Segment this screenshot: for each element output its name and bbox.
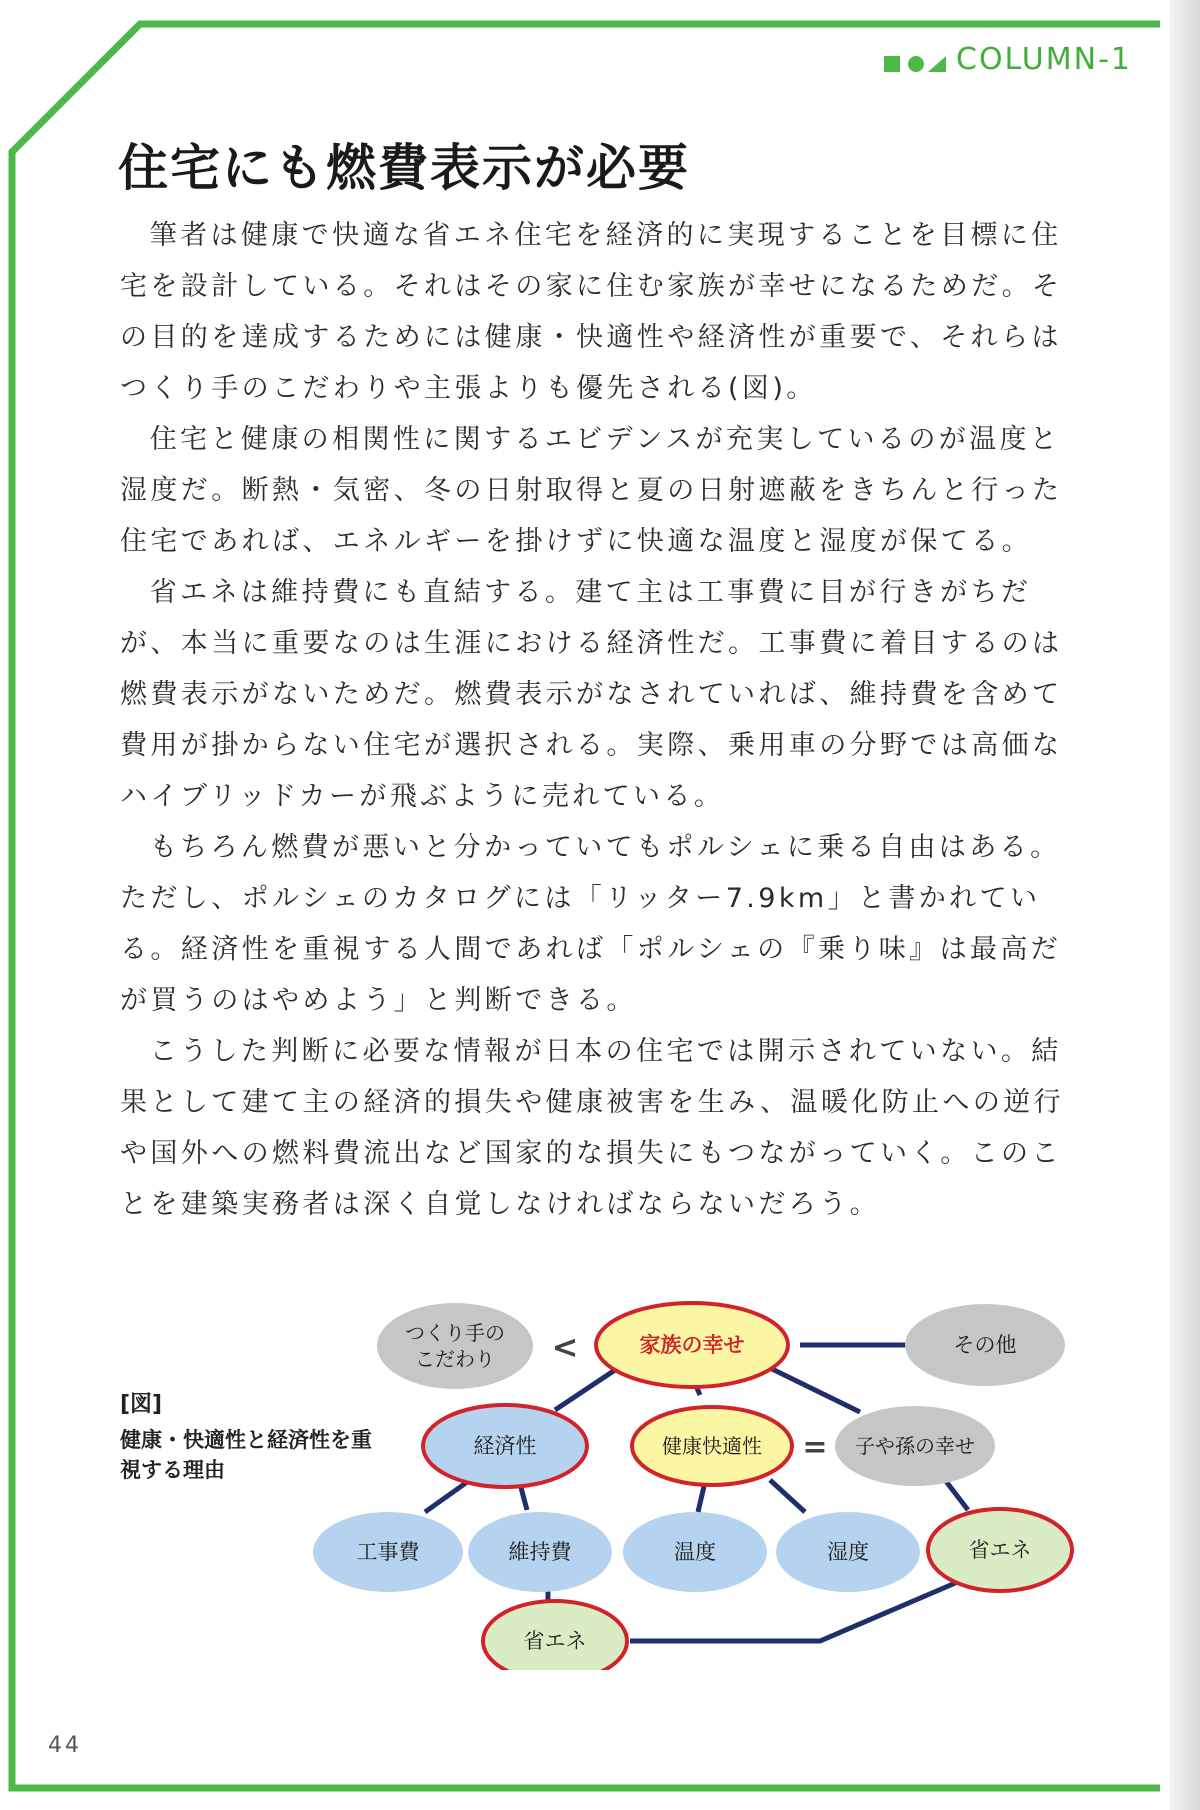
paragraph: もちろん燃費が悪いと分かっていてもポルシェに乗る自由はある。ただし、ポルシェのカタログには「リッター7.9km」と書かれている。経済性を重視する人間であれば「ポルシェの『乗り味』は最高だが買うのはやめよう」と判断できる。 <box>120 832 1062 1016</box>
figure-caption: 健康・快適性と経済性を重視する理由 <box>120 1428 372 1482</box>
paragraph: こうした判断に必要な情報が日本の住宅では開示されていない。結果として建て主の経済的損失や健康被害を生み、温暖化防止への逆行や国外への燃料費流出など国家的な損失にもつながっていく。このことを建築実務者は深く自覚しなければならないだろう。 <box>120 1036 1065 1220</box>
node-craftsman-label-2: こだわり <box>415 1347 495 1371</box>
connector-economy-construction <box>425 1480 470 1512</box>
node-descendants-label: 子や孫の幸せ <box>855 1434 975 1458</box>
node-other-label: その他 <box>953 1333 1017 1357</box>
node-temperature-label: 温度 <box>674 1540 716 1564</box>
diagram-connectors <box>425 1345 968 1641</box>
connector-family-economy <box>555 1370 615 1410</box>
node-humidity-label: 湿度 <box>827 1540 869 1564</box>
node-craftsman-label-1: つくり手の <box>405 1321 505 1345</box>
figure-tag: [図] <box>120 1392 163 1417</box>
page-number: 44 <box>48 1733 82 1758</box>
page-title: 住宅にも燃費表示が必要 <box>118 139 690 197</box>
connector-family-descendants <box>770 1368 860 1412</box>
priority-diagram <box>0 1290 1200 1670</box>
equals-symbol: = <box>802 1430 828 1465</box>
node-construction-cost-label: 工事費 <box>356 1540 420 1564</box>
paragraph: 筆者は健康で快適な省エネ住宅を経済的に実現することを目標に住宅を設計している。それはその家に住む家族が幸せになるためだ。その目的を達成するためには健康・快適性や経済性が重要で、それらはつくり手のこだわりや主張よりも優先される(図)。 <box>120 220 1063 404</box>
node-family-label: 家族の幸せ <box>639 1333 745 1357</box>
node-craftsman <box>377 1303 533 1389</box>
connector-health-humidity <box>770 1480 805 1512</box>
header-shapes-icon <box>884 54 954 74</box>
node-economy-label: 経済性 <box>473 1434 537 1458</box>
paragraph: 住宅と健康の相関性に関するエビデンスが充実しているのが温度と湿度だ。断熱・気密、冬の日射取得と夏の日射遮蔽をきちんと行った住宅であれば、エネルギーを掛けずに快適な温度と湿度が保てる。 <box>120 424 1063 557</box>
connector-descendants-energy <box>945 1480 968 1510</box>
paragraph: 省エネは維持費にも直結する。建て主は工事費に目が行きがちだが、本当に重要なのは生涯における経済性だ。工事費に着目するのは燃費表示がないためだ。燃費表示がなされていれば、維持費を含めて費用が掛からない住宅が選択される。実際、乗用車の分野では高価なハイブリッドカーが飛ぶように売れている。 <box>120 577 1063 812</box>
less-than-symbol: < <box>551 1328 579 1366</box>
node-maintenance-cost-label: 維持費 <box>508 1540 572 1564</box>
column-label: COLUMN-1 <box>956 42 1132 77</box>
node-health-label: 健康快適性 <box>662 1434 762 1458</box>
node-energy-saving-bottom-label: 省エネ <box>523 1629 587 1653</box>
node-energy-saving-right-label: 省エネ <box>968 1538 1032 1562</box>
article-body <box>120 210 1076 1230</box>
